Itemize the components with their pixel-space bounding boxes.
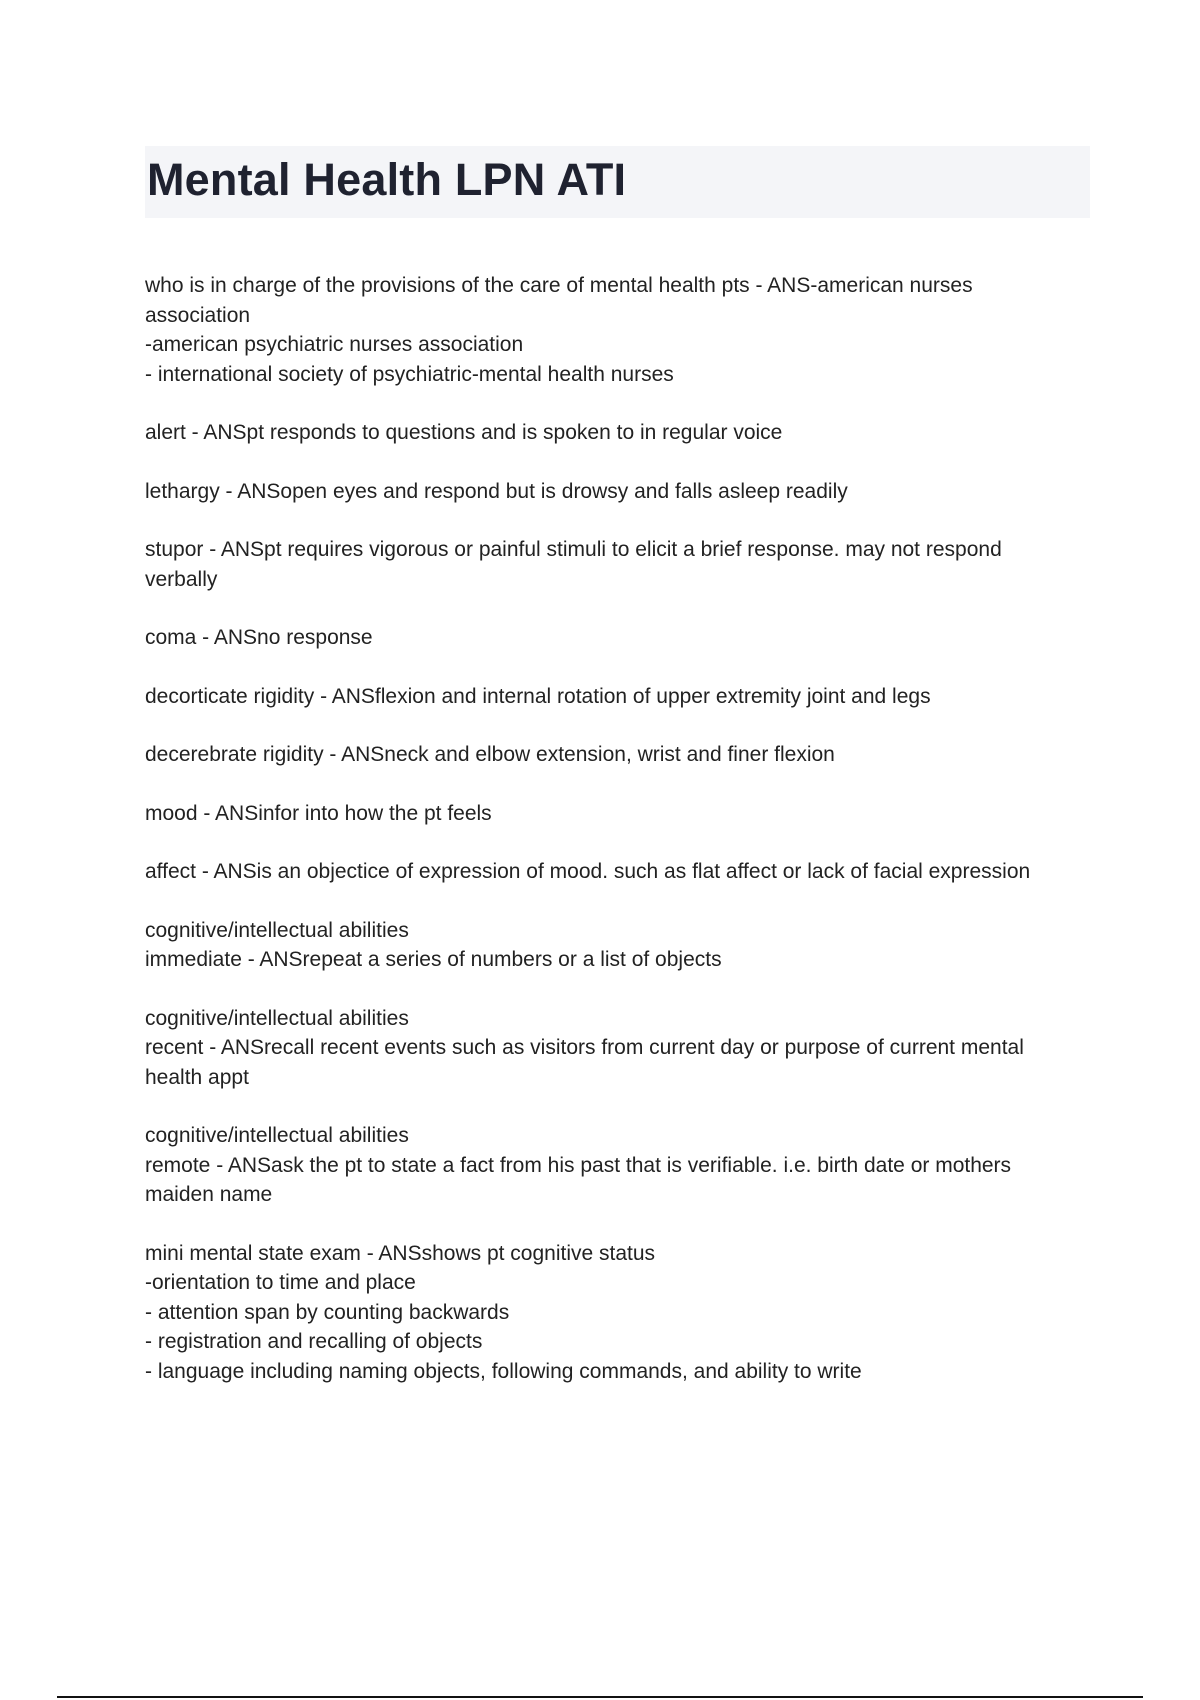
entry-line: mini mental state exam - ANSshows pt cognitive status [145, 1241, 656, 1265]
entry-line: maiden name [145, 1183, 273, 1206]
entry-line: - registration and recalling of objects [145, 1330, 483, 1353]
flashcard-entry [145, 740, 1090, 770]
flashcard-entry [145, 271, 1090, 389]
entry-line: -orientation to time and place [145, 1271, 416, 1294]
entry-line: lethargy - ANSopen eyes and respond but is drowsy and falls asleep readily [145, 479, 848, 503]
flashcard-entry [145, 1004, 1090, 1093]
document-title: Mental Health LPN ATI [147, 154, 627, 205]
entry-line: mood - ANSinfor into how the pt feels [145, 801, 492, 825]
entry-line: cognitive/intellectual abilities [145, 1124, 409, 1147]
entry-line: health appt [145, 1065, 249, 1089]
entry-line: - international society of psychiatric-mental health nurses [145, 362, 674, 386]
entry-line: association [145, 303, 251, 327]
flashcard-entry [145, 535, 1090, 594]
footer-divider [57, 1696, 1143, 1698]
flashcard-entry [145, 916, 1090, 975]
flashcard-entry [145, 623, 1090, 653]
entry-line: verbally [145, 567, 218, 591]
entry-line: cognitive/intellectual abilities [145, 1006, 409, 1030]
entry-line: -american psychiatric nurses association [145, 333, 524, 356]
flashcard-entry [145, 1121, 1090, 1210]
flashcard-list [145, 271, 1090, 1415]
flashcard-entry [145, 477, 1090, 507]
entry-line: who is in charge of the provisions of the care of mental health pts - ANS-american nurses [145, 274, 973, 297]
entry-line: alert - ANSpt responds to questions and is spoken to in regular voice [145, 421, 783, 444]
entry-line: cognitive/intellectual abilities [145, 918, 409, 942]
flashcard-entry [145, 418, 1090, 448]
entry-line: stupor - ANSpt requires vigorous or painful stimuli to elicit a brief response. may not respond [145, 538, 1002, 561]
entry-line: recent - ANSrecall recent events such as visitors from current day or purpose of current mental [145, 1036, 1024, 1059]
flashcard-entry [145, 682, 1090, 712]
entry-line: coma - ANSno response [145, 626, 373, 649]
entry-line: remote - ANSask the pt to state a fact from his past that is verifiable. i.e. birth date or mothers [145, 1153, 1012, 1177]
entry-line: immediate - ANSrepeat a series of numbers or a list of objects [145, 948, 722, 971]
entry-line: decerebrate rigidity - ANSneck and elbow extension, wrist and finer flexion [145, 743, 835, 766]
flashcard-entry [145, 799, 1090, 829]
title-banner [145, 146, 1090, 218]
entry-line: affect - ANSis an objectice of expression of mood. such as flat affect or lack of facial expression [145, 860, 1031, 883]
entry-line: - attention span by counting backwards [145, 1300, 510, 1324]
entry-line: - language including naming objects, following commands, and ability to write [145, 1359, 862, 1383]
flashcard-entry [145, 857, 1090, 887]
flashcard-entry [145, 1239, 1090, 1387]
entry-line: decorticate rigidity - ANSflexion and internal rotation of upper extremity joint and legs [145, 684, 931, 708]
